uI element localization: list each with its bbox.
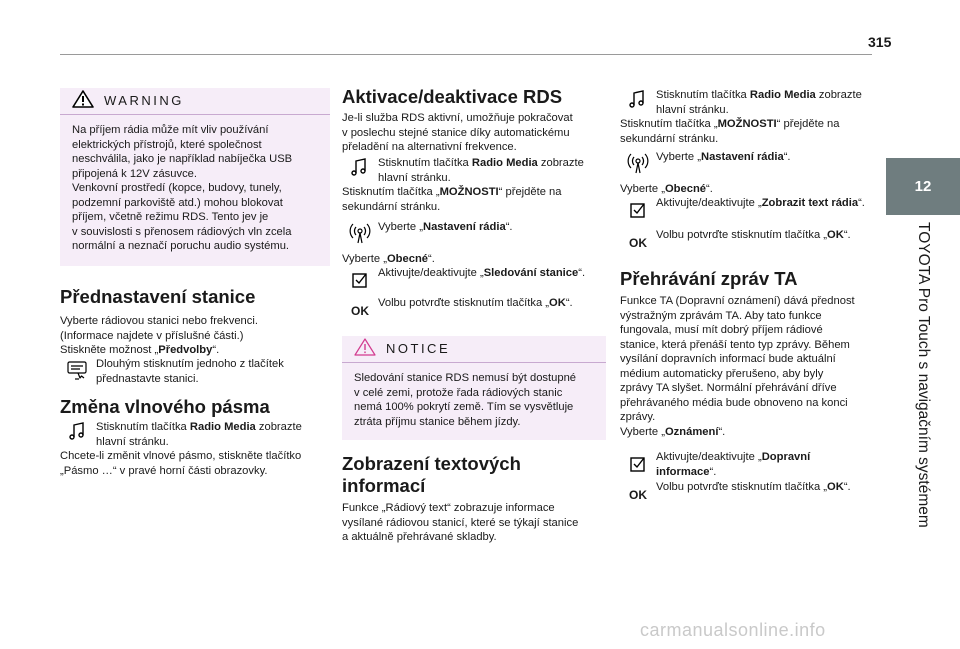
warning-line: příjem, včetně režimu RDS. Tento jev je	[72, 211, 269, 223]
band-heading: Změna vlnového pásma	[60, 396, 270, 417]
checkbox-icon	[620, 196, 656, 220]
presets-line: (Informace najdete v příslušné části.)	[60, 329, 244, 342]
presets-hold-text: přednastavte stanici.	[96, 372, 199, 385]
warning-line: v souvislosti s přenosem rádiových vln zcela	[72, 225, 292, 238]
presets-list-icon	[60, 357, 96, 386]
ta-heading: Přehrávání zpráv TA	[620, 268, 798, 289]
rds-heading: Aktivace/deaktivace RDS	[342, 86, 563, 107]
top-rule	[60, 54, 872, 55]
presets-line: Vyberte rádiovou stanici nebo frekvenci.	[60, 315, 258, 327]
ok-icon: OK	[629, 236, 647, 250]
ok-icon: OK	[629, 488, 647, 502]
side-title	[902, 222, 942, 542]
presets-heading: Přednastavení stanice	[60, 286, 256, 307]
checkbox-icon	[620, 450, 656, 479]
radio-antenna-icon	[342, 220, 378, 246]
warning-title-row	[72, 88, 318, 114]
warning-line: neschválila, jako je například nabíječka USB	[72, 153, 293, 165]
text-info-heading: Zobrazení textových informací	[342, 453, 521, 496]
notice-title: NOTICE	[386, 340, 451, 356]
ok-icon: OK	[351, 304, 369, 318]
warning-box	[60, 88, 330, 266]
notice-icon	[354, 338, 376, 360]
chapter-tab[interactable]: 12	[886, 158, 960, 215]
music-note-icon	[342, 156, 378, 185]
music-note-icon	[60, 420, 96, 449]
page-number: 315	[868, 34, 892, 50]
presets-step: Stiskněte možnost „Předvolby“.	[60, 344, 220, 356]
presets-hold-text: Dlouhým stisknutím jednoho z tlačítek	[96, 358, 284, 370]
music-note-icon	[620, 88, 656, 117]
warning-line: Na příjem rádia může mít vliv používání	[72, 124, 269, 136]
notice-box: NOTICE Sledování stanice RDS nemusí být dostupné v celé zemi, protože řada rádiových stanic nemá 100% pokrytí země. Tím se vysvětluje ztráta příjmu stanice během jízdy.	[342, 336, 606, 440]
warning-line: připojená k 12V zásuvce.	[72, 167, 198, 180]
chapter-title: TOYOTA Pro Touch s navigačním systémem	[915, 222, 932, 528]
warning-line: podzemní parkoviště atd.) mohou blokovat	[72, 196, 283, 209]
warning-icon	[72, 90, 94, 112]
warning-line: normální a neznačí poruchu audio systému.	[72, 240, 290, 252]
band-line: Chcete-li změnit vlnové pásmo, stiskněte tlačítko	[60, 450, 302, 462]
warning-line: elektrických přístrojů, které společnost	[72, 138, 262, 151]
warning-title: WARNING	[104, 92, 184, 108]
notice-title-row	[354, 336, 594, 362]
checkbox-icon	[342, 266, 378, 290]
band-line: „Pásmo …“ v pravé horní části obrazovky.	[60, 464, 268, 477]
watermark: carmanualsonline.info	[640, 620, 826, 640]
warning-line: Venkovní prostředí (kopce, budovy, tunely,	[72, 182, 282, 194]
radio-antenna-icon	[620, 150, 656, 176]
